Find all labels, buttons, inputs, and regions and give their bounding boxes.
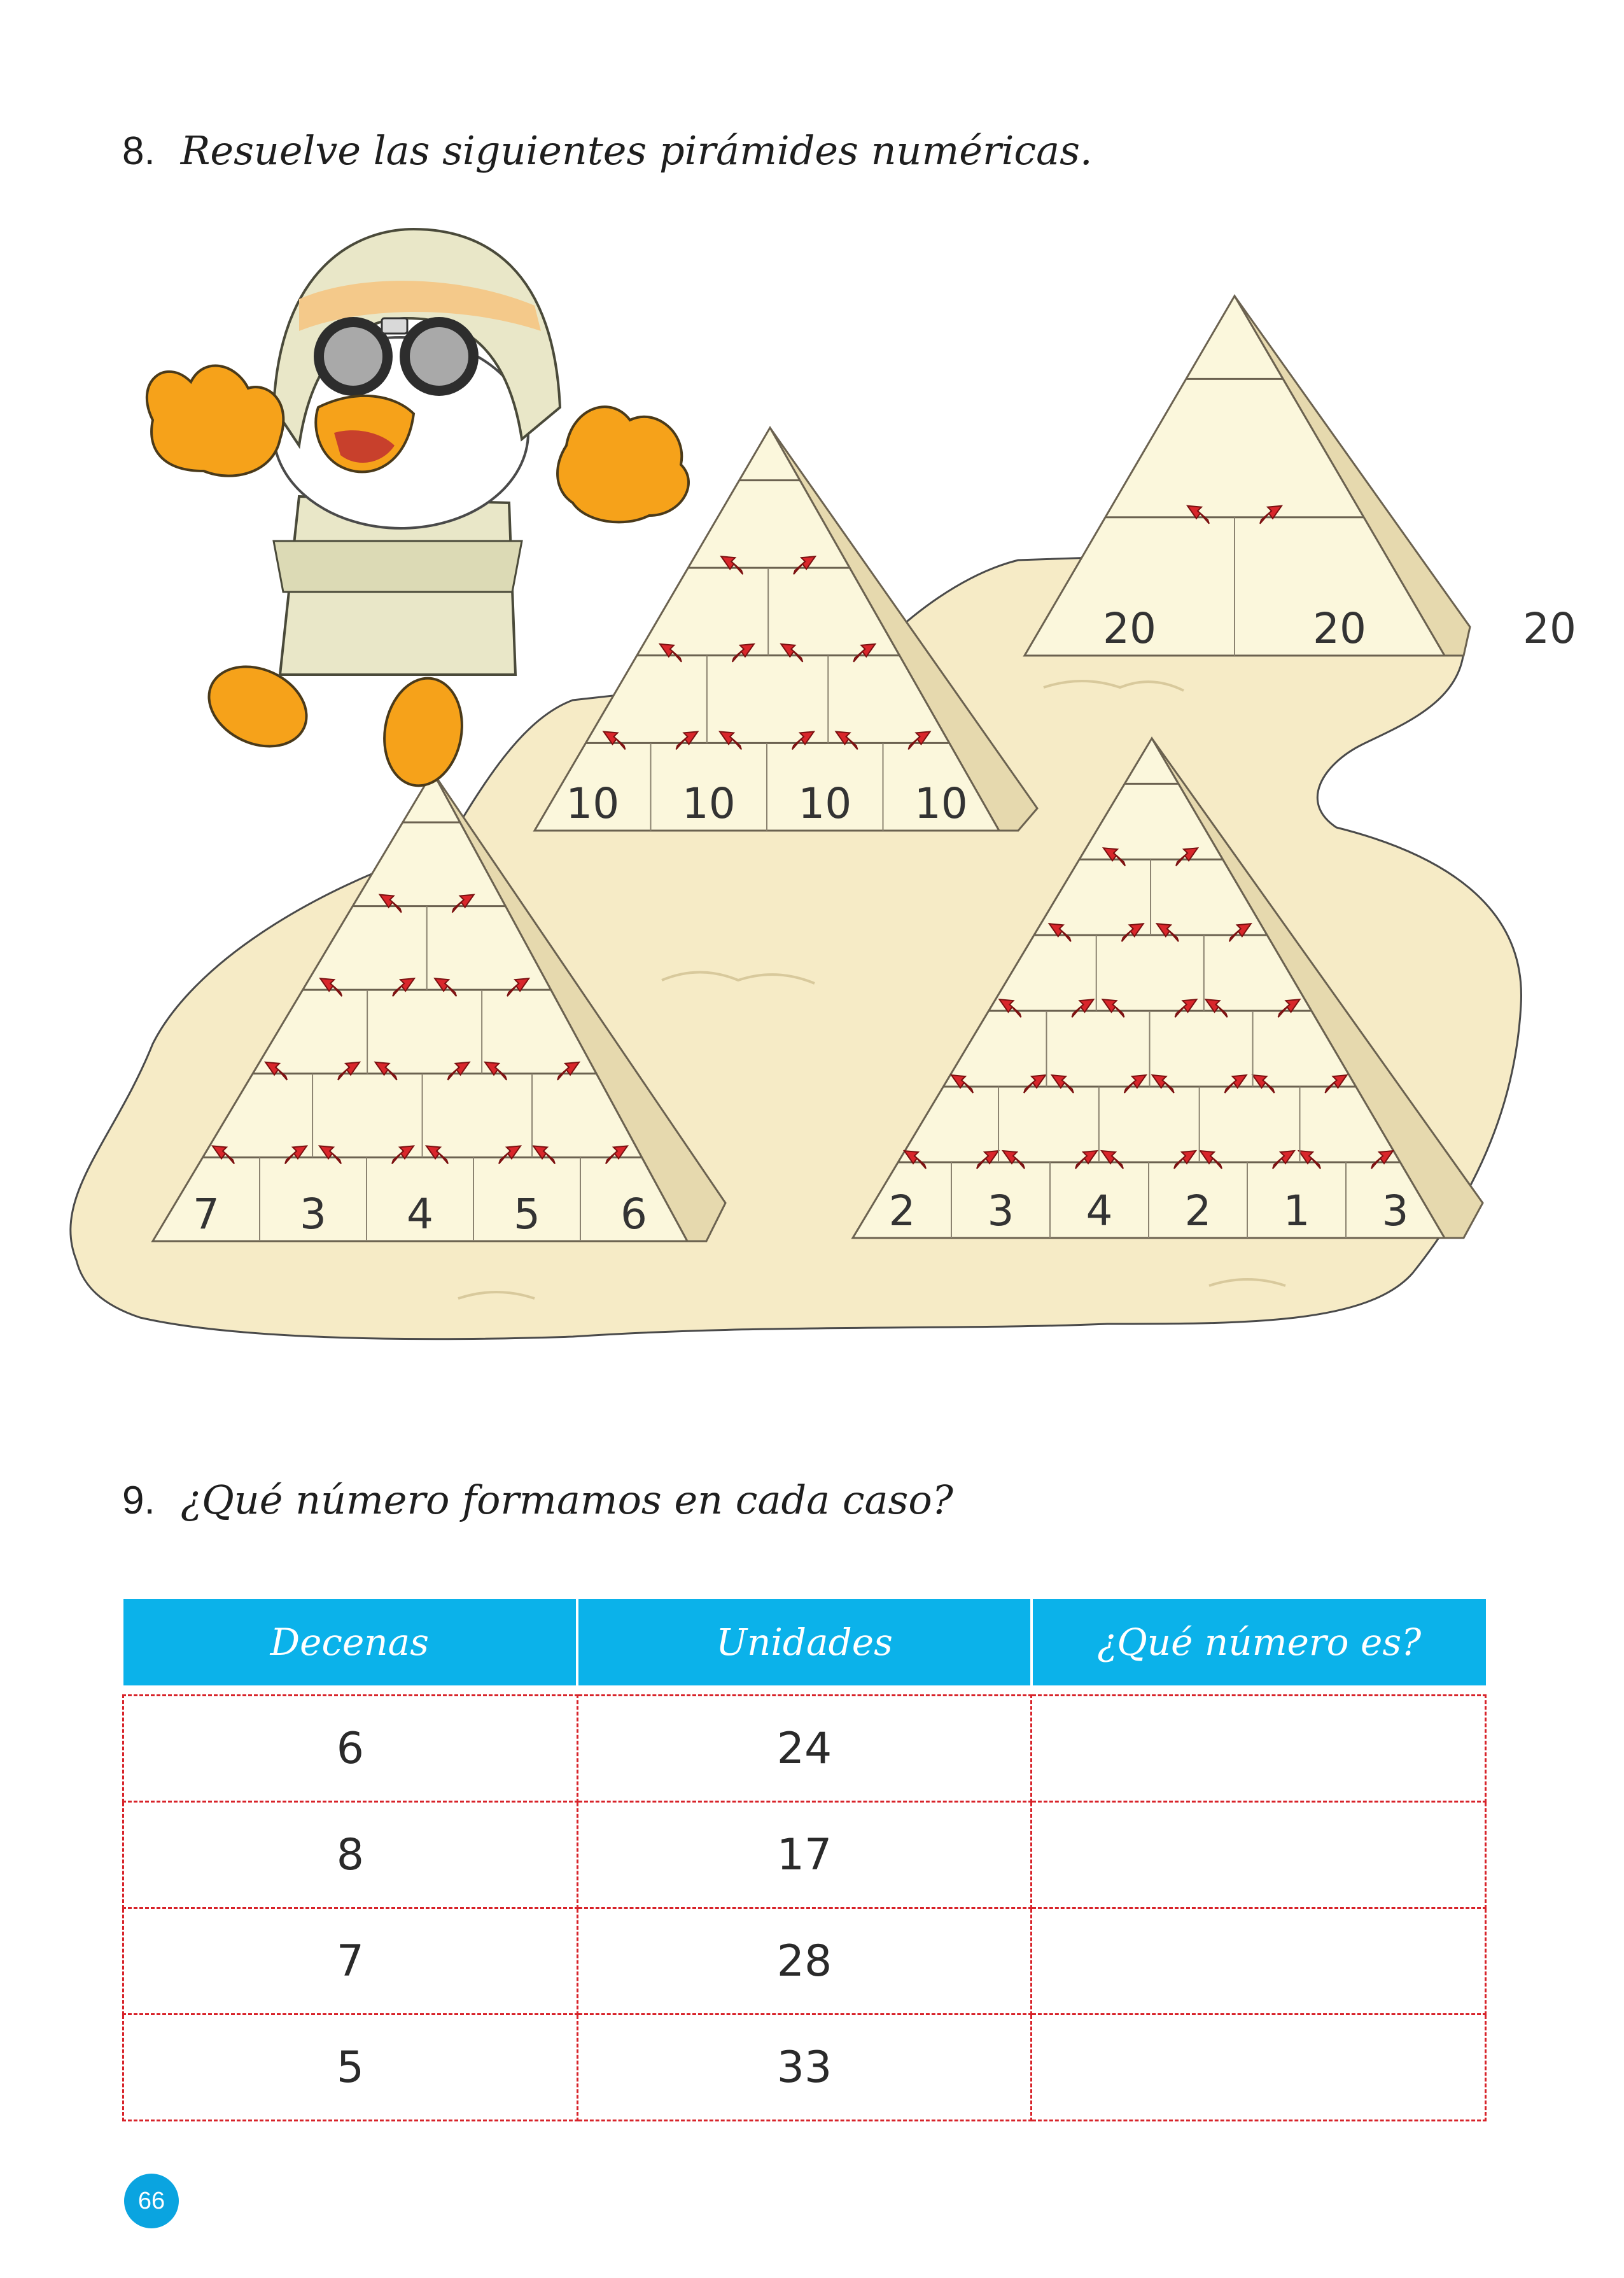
pyramid-base-number: 5: [514, 1190, 540, 1239]
unidades-cell: 24: [577, 1696, 1032, 1802]
unidades-cell: 17: [577, 1802, 1032, 1908]
exercise-8-title: Resuelve las siguientes pirámides numéricas.: [180, 127, 1093, 174]
pyramid-base-number: 20: [1523, 604, 1576, 653]
decenas-cell: 6: [123, 1696, 578, 1802]
answer-cell[interactable]: [1032, 1802, 1486, 1908]
pyramid-base-number: 20: [1103, 604, 1156, 653]
answer-cell[interactable]: [1032, 1908, 1486, 2014]
pyramid-base-number: 10: [566, 779, 620, 828]
pyramid-base-number: 7: [193, 1190, 220, 1239]
pyramid-base-number: 10: [682, 779, 736, 828]
answer-cell[interactable]: [1032, 1696, 1486, 1802]
table-spacer: [123, 1685, 1486, 1696]
table-row: [123, 1802, 1486, 1908]
exercise-9-number: 9.: [122, 1479, 155, 1522]
pyramid-base-number: 20: [1313, 604, 1366, 653]
answer-cell[interactable]: [1032, 2014, 1486, 2121]
header-que-numero: ¿Qué número es?: [1032, 1599, 1486, 1685]
pyramid-base-number: 2: [888, 1186, 916, 1235]
table-row: [123, 1908, 1486, 2014]
decenas-cell: 8: [123, 1802, 578, 1908]
pyramid-base-number: 4: [407, 1190, 433, 1239]
exercise-9-heading: [122, 1477, 953, 1523]
pyramid-two-rows: [1025, 296, 1576, 656]
table-row: [123, 1696, 1486, 1802]
exercise-9-title: ¿Qué número formamos en cada caso?: [180, 1477, 953, 1523]
page-number-badge: 66: [124, 2174, 179, 2228]
pyramid-base-number: 3: [1382, 1186, 1409, 1235]
unidades-cell: 28: [577, 1908, 1032, 2014]
header-decenas: Decenas: [123, 1599, 578, 1685]
place-value-table: [122, 1599, 1487, 2121]
pyramid-base-number: 4: [1086, 1186, 1113, 1235]
pyramid-base-number: 2: [1184, 1186, 1212, 1235]
unidades-cell: 33: [577, 2014, 1032, 2121]
pyramid-base-number: 10: [798, 779, 852, 828]
pyramid-base-number: 3: [300, 1190, 326, 1239]
exercise-8-number: 8.: [122, 129, 155, 173]
pyramid-base-number: 6: [620, 1190, 647, 1239]
decenas-cell: 5: [123, 2014, 578, 2121]
header-unidades: Unidades: [577, 1599, 1032, 1685]
pyramid-base-number: 3: [987, 1186, 1014, 1235]
pyramid-base-number: 1: [1283, 1186, 1310, 1235]
table-row: [123, 2014, 1486, 2121]
decenas-cell: 7: [123, 1908, 578, 2014]
table-header-row: [123, 1599, 1486, 1685]
pyramid-base-number: 10: [914, 779, 968, 828]
